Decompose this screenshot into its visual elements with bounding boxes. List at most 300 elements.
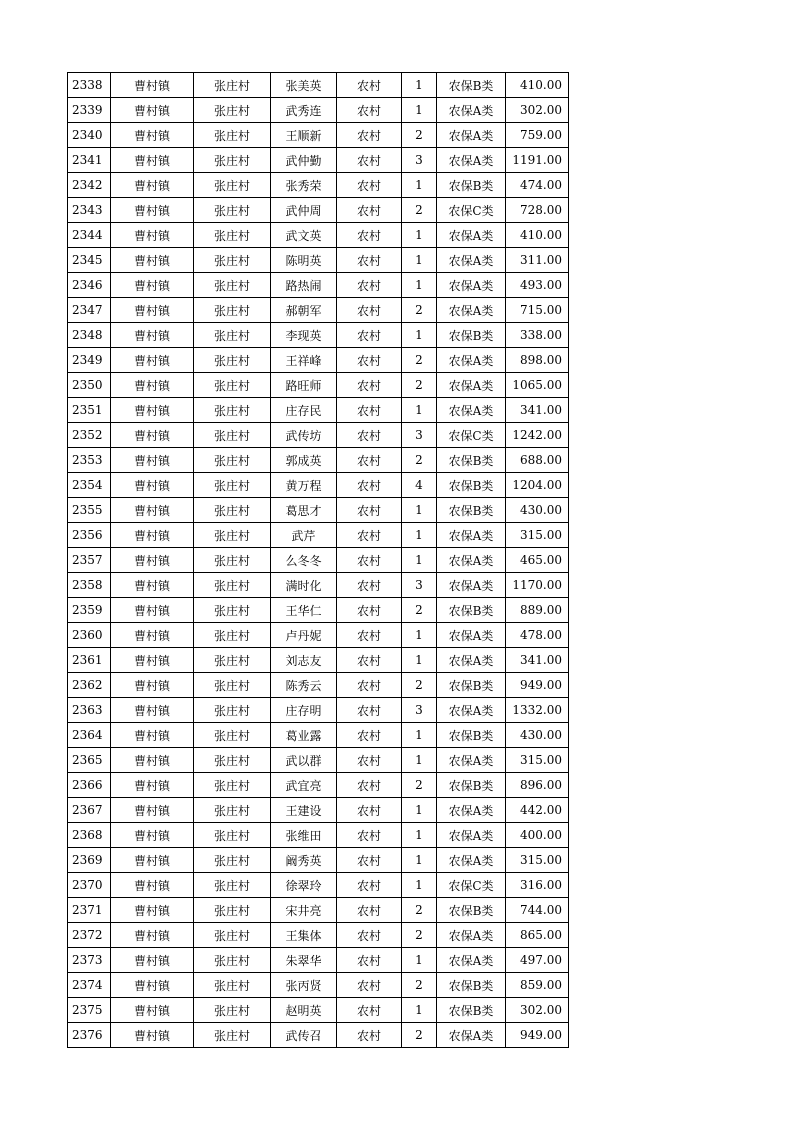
town-cell: 曹村镇	[111, 673, 194, 698]
category-cell: 农保B类	[437, 498, 506, 523]
count-cell: 2	[402, 973, 437, 998]
village-cell: 张庄村	[194, 98, 271, 123]
town-cell: 曹村镇	[111, 623, 194, 648]
amount-cell: 949.00	[506, 673, 569, 698]
amount-cell: 728.00	[506, 198, 569, 223]
name-cell: 张美英	[271, 73, 337, 98]
row-number-cell: 2373	[68, 948, 111, 973]
row-number-cell: 2375	[68, 998, 111, 1023]
name-cell: 阚秀英	[271, 848, 337, 873]
row-number-cell: 2366	[68, 773, 111, 798]
count-cell: 1	[402, 248, 437, 273]
row-number-cell: 2345	[68, 248, 111, 273]
row-number-cell: 2361	[68, 648, 111, 673]
town-cell: 曹村镇	[111, 348, 194, 373]
category-cell: 农保A类	[437, 373, 506, 398]
amount-cell: 316.00	[506, 873, 569, 898]
name-cell: 陈明英	[271, 248, 337, 273]
town-cell: 曹村镇	[111, 473, 194, 498]
amount-cell: 430.00	[506, 498, 569, 523]
amount-cell: 430.00	[506, 723, 569, 748]
count-cell: 1	[402, 223, 437, 248]
count-cell: 2	[402, 598, 437, 623]
amount-cell: 315.00	[506, 748, 569, 773]
category-cell: 农保B类	[437, 723, 506, 748]
count-cell: 2	[402, 373, 437, 398]
count-cell: 2	[402, 673, 437, 698]
count-cell: 1	[402, 623, 437, 648]
town-cell: 曹村镇	[111, 73, 194, 98]
category-cell: 农保A类	[437, 748, 506, 773]
category-cell: 农保A类	[437, 348, 506, 373]
village-cell: 张庄村	[194, 673, 271, 698]
town-cell: 曹村镇	[111, 298, 194, 323]
village-cell: 张庄村	[194, 523, 271, 548]
table-row	[68, 423, 569, 448]
name-cell: 王华仁	[271, 598, 337, 623]
village-cell: 张庄村	[194, 148, 271, 173]
category-cell: 农保A类	[437, 273, 506, 298]
name-cell: 葛思才	[271, 498, 337, 523]
village-cell: 张庄村	[194, 848, 271, 873]
row-number-cell: 2350	[68, 373, 111, 398]
town-cell: 曹村镇	[111, 123, 194, 148]
name-cell: 武仲勤	[271, 148, 337, 173]
name-cell: 满时化	[271, 573, 337, 598]
name-cell: 郭成英	[271, 448, 337, 473]
village-cell: 张庄村	[194, 473, 271, 498]
category-cell: 农保B类	[437, 473, 506, 498]
count-cell: 1	[402, 723, 437, 748]
table-row	[68, 973, 569, 998]
amount-cell: 1204.00	[506, 473, 569, 498]
amount-cell: 311.00	[506, 248, 569, 273]
amount-cell: 497.00	[506, 948, 569, 973]
town-cell: 曹村镇	[111, 723, 194, 748]
amount-cell: 715.00	[506, 298, 569, 323]
type-cell: 农村	[337, 148, 402, 173]
village-cell: 张庄村	[194, 948, 271, 973]
amount-cell: 315.00	[506, 848, 569, 873]
type-cell: 农村	[337, 448, 402, 473]
name-cell: 朱翠华	[271, 948, 337, 973]
town-cell: 曹村镇	[111, 798, 194, 823]
table-row	[68, 548, 569, 573]
count-cell: 2	[402, 198, 437, 223]
count-cell: 1	[402, 848, 437, 873]
row-number-cell: 2368	[68, 823, 111, 848]
table-row	[68, 273, 569, 298]
row-number-cell: 2374	[68, 973, 111, 998]
row-number-cell: 2338	[68, 73, 111, 98]
category-cell: 农保B类	[437, 998, 506, 1023]
type-cell: 农村	[337, 698, 402, 723]
category-cell: 农保C类	[437, 198, 506, 223]
type-cell: 农村	[337, 748, 402, 773]
name-cell: 武芹	[271, 523, 337, 548]
name-cell: 徐翠玲	[271, 873, 337, 898]
row-number-cell: 2360	[68, 623, 111, 648]
type-cell: 农村	[337, 473, 402, 498]
category-cell: 农保A类	[437, 698, 506, 723]
town-cell: 曹村镇	[111, 498, 194, 523]
town-cell: 曹村镇	[111, 848, 194, 873]
type-cell: 农村	[337, 848, 402, 873]
row-number-cell: 2356	[68, 523, 111, 548]
table-row	[68, 698, 569, 723]
type-cell: 农村	[337, 923, 402, 948]
category-cell: 农保A类	[437, 798, 506, 823]
village-cell: 张庄村	[194, 548, 271, 573]
table-row	[68, 998, 569, 1023]
village-cell: 张庄村	[194, 248, 271, 273]
name-cell: 武秀连	[271, 98, 337, 123]
name-cell: 宋井亮	[271, 898, 337, 923]
table-row	[68, 323, 569, 348]
town-cell: 曹村镇	[111, 398, 194, 423]
amount-cell: 410.00	[506, 73, 569, 98]
village-cell: 张庄村	[194, 898, 271, 923]
type-cell: 农村	[337, 648, 402, 673]
row-number-cell: 2351	[68, 398, 111, 423]
table-row	[68, 748, 569, 773]
table-row	[68, 648, 569, 673]
table-row	[68, 173, 569, 198]
name-cell: 武宜亮	[271, 773, 337, 798]
table-row	[68, 773, 569, 798]
name-cell: 武传召	[271, 1023, 337, 1048]
type-cell: 农村	[337, 323, 402, 348]
name-cell: 陈秀云	[271, 673, 337, 698]
type-cell: 农村	[337, 298, 402, 323]
row-number-cell: 2371	[68, 898, 111, 923]
category-cell: 农保C类	[437, 873, 506, 898]
town-cell: 曹村镇	[111, 323, 194, 348]
table-row	[68, 948, 569, 973]
name-cell: 武以群	[271, 748, 337, 773]
row-number-cell: 2347	[68, 298, 111, 323]
count-cell: 2	[402, 298, 437, 323]
village-cell: 张庄村	[194, 348, 271, 373]
count-cell: 2	[402, 773, 437, 798]
village-cell: 张庄村	[194, 498, 271, 523]
type-cell: 农村	[337, 898, 402, 923]
table-row	[68, 473, 569, 498]
row-number-cell: 2370	[68, 873, 111, 898]
town-cell: 曹村镇	[111, 1023, 194, 1048]
type-cell: 农村	[337, 398, 402, 423]
type-cell: 农村	[337, 998, 402, 1023]
amount-cell: 896.00	[506, 773, 569, 798]
row-number-cell: 2354	[68, 473, 111, 498]
table-row	[68, 898, 569, 923]
town-cell: 曹村镇	[111, 898, 194, 923]
village-cell: 张庄村	[194, 623, 271, 648]
town-cell: 曹村镇	[111, 648, 194, 673]
name-cell: 张维田	[271, 823, 337, 848]
table-row	[68, 148, 569, 173]
type-cell: 农村	[337, 123, 402, 148]
table-row	[68, 598, 569, 623]
town-cell: 曹村镇	[111, 248, 194, 273]
category-cell: 农保A类	[437, 848, 506, 873]
count-cell: 1	[402, 873, 437, 898]
row-number-cell: 2340	[68, 123, 111, 148]
village-cell: 张庄村	[194, 273, 271, 298]
row-number-cell: 2365	[68, 748, 111, 773]
type-cell: 农村	[337, 273, 402, 298]
count-cell: 2	[402, 1023, 437, 1048]
village-cell: 张庄村	[194, 198, 271, 223]
village-cell: 张庄村	[194, 73, 271, 98]
town-cell: 曹村镇	[111, 273, 194, 298]
row-number-cell: 2341	[68, 148, 111, 173]
row-number-cell: 2342	[68, 173, 111, 198]
town-cell: 曹村镇	[111, 198, 194, 223]
count-cell: 3	[402, 148, 437, 173]
name-cell: 王建设	[271, 798, 337, 823]
name-cell: 庄存民	[271, 398, 337, 423]
village-cell: 张庄村	[194, 773, 271, 798]
count-cell: 1	[402, 998, 437, 1023]
amount-cell: 859.00	[506, 973, 569, 998]
type-cell: 农村	[337, 173, 402, 198]
town-cell: 曹村镇	[111, 598, 194, 623]
category-cell: 农保A类	[437, 1023, 506, 1048]
row-number-cell: 2344	[68, 223, 111, 248]
count-cell: 1	[402, 498, 437, 523]
category-cell: 农保A类	[437, 548, 506, 573]
town-cell: 曹村镇	[111, 173, 194, 198]
village-cell: 张庄村	[194, 873, 271, 898]
category-cell: 农保A类	[437, 98, 506, 123]
count-cell: 4	[402, 473, 437, 498]
village-cell: 张庄村	[194, 698, 271, 723]
name-cell: 郝朝军	[271, 298, 337, 323]
table-row	[68, 223, 569, 248]
name-cell: 刘志友	[271, 648, 337, 673]
type-cell: 农村	[337, 623, 402, 648]
category-cell: 农保A类	[437, 948, 506, 973]
category-cell: 农保A类	[437, 398, 506, 423]
town-cell: 曹村镇	[111, 773, 194, 798]
count-cell: 3	[402, 573, 437, 598]
row-number-cell: 2353	[68, 448, 111, 473]
count-cell: 1	[402, 648, 437, 673]
town-cell: 曹村镇	[111, 998, 194, 1023]
name-cell: 庄存明	[271, 698, 337, 723]
row-number-cell: 2362	[68, 673, 111, 698]
category-cell: 农保B类	[437, 773, 506, 798]
type-cell: 农村	[337, 598, 402, 623]
amount-cell: 1065.00	[506, 373, 569, 398]
table-row	[68, 98, 569, 123]
town-cell: 曹村镇	[111, 698, 194, 723]
category-cell: 农保A类	[437, 223, 506, 248]
count-cell: 3	[402, 698, 437, 723]
village-cell: 张庄村	[194, 398, 271, 423]
name-cell: 么冬冬	[271, 548, 337, 573]
category-cell: 农保A类	[437, 648, 506, 673]
amount-cell: 493.00	[506, 273, 569, 298]
name-cell: 黄万程	[271, 473, 337, 498]
count-cell: 2	[402, 898, 437, 923]
amount-cell: 1332.00	[506, 698, 569, 723]
amount-cell: 474.00	[506, 173, 569, 198]
category-cell: 农保B类	[437, 323, 506, 348]
category-cell: 农保A类	[437, 248, 506, 273]
row-number-cell: 2343	[68, 198, 111, 223]
row-number-cell: 2357	[68, 548, 111, 573]
name-cell: 王集体	[271, 923, 337, 948]
row-number-cell: 2359	[68, 598, 111, 623]
type-cell: 农村	[337, 523, 402, 548]
amount-cell: 865.00	[506, 923, 569, 948]
row-number-cell: 2372	[68, 923, 111, 948]
category-cell: 农保B类	[437, 448, 506, 473]
town-cell: 曹村镇	[111, 973, 194, 998]
category-cell: 农保B类	[437, 73, 506, 98]
count-cell: 2	[402, 448, 437, 473]
row-number-cell: 2348	[68, 323, 111, 348]
village-cell: 张庄村	[194, 1023, 271, 1048]
village-cell: 张庄村	[194, 923, 271, 948]
town-cell: 曹村镇	[111, 148, 194, 173]
name-cell: 张秀荣	[271, 173, 337, 198]
name-cell: 卢丹妮	[271, 623, 337, 648]
count-cell: 1	[402, 398, 437, 423]
town-cell: 曹村镇	[111, 748, 194, 773]
table-row	[68, 923, 569, 948]
count-cell: 1	[402, 273, 437, 298]
village-cell: 张庄村	[194, 748, 271, 773]
count-cell: 1	[402, 523, 437, 548]
village-cell: 张庄村	[194, 573, 271, 598]
category-cell: 农保A类	[437, 923, 506, 948]
count-cell: 1	[402, 748, 437, 773]
type-cell: 农村	[337, 348, 402, 373]
name-cell: 葛业露	[271, 723, 337, 748]
category-cell: 农保B类	[437, 598, 506, 623]
row-number-cell: 2376	[68, 1023, 111, 1048]
type-cell: 农村	[337, 373, 402, 398]
village-cell: 张庄村	[194, 323, 271, 348]
category-cell: 农保B类	[437, 673, 506, 698]
type-cell: 农村	[337, 73, 402, 98]
type-cell: 农村	[337, 973, 402, 998]
amount-cell: 338.00	[506, 323, 569, 348]
category-cell: 农保B类	[437, 898, 506, 923]
amount-cell: 688.00	[506, 448, 569, 473]
table-row	[68, 373, 569, 398]
category-cell: 农保A类	[437, 823, 506, 848]
count-cell: 2	[402, 123, 437, 148]
row-number-cell: 2358	[68, 573, 111, 598]
table-row	[68, 248, 569, 273]
type-cell: 农村	[337, 198, 402, 223]
type-cell: 农村	[337, 873, 402, 898]
count-cell: 1	[402, 173, 437, 198]
amount-cell: 341.00	[506, 398, 569, 423]
village-cell: 张庄村	[194, 448, 271, 473]
name-cell: 武传坊	[271, 423, 337, 448]
type-cell: 农村	[337, 248, 402, 273]
name-cell: 路热闹	[271, 273, 337, 298]
category-cell: 农保A类	[437, 123, 506, 148]
type-cell: 农村	[337, 498, 402, 523]
village-cell: 张庄村	[194, 823, 271, 848]
village-cell: 张庄村	[194, 598, 271, 623]
count-cell: 1	[402, 98, 437, 123]
row-number-cell: 2367	[68, 798, 111, 823]
amount-cell: 1191.00	[506, 148, 569, 173]
village-cell: 张庄村	[194, 723, 271, 748]
amount-cell: 1242.00	[506, 423, 569, 448]
town-cell: 曹村镇	[111, 223, 194, 248]
amount-cell: 400.00	[506, 823, 569, 848]
count-cell: 2	[402, 348, 437, 373]
town-cell: 曹村镇	[111, 98, 194, 123]
village-cell: 张庄村	[194, 223, 271, 248]
type-cell: 农村	[337, 773, 402, 798]
type-cell: 农村	[337, 548, 402, 573]
town-cell: 曹村镇	[111, 548, 194, 573]
name-cell: 王祥峰	[271, 348, 337, 373]
village-cell: 张庄村	[194, 798, 271, 823]
amount-cell: 898.00	[506, 348, 569, 373]
count-cell: 1	[402, 323, 437, 348]
type-cell: 农村	[337, 673, 402, 698]
category-cell: 农保A类	[437, 298, 506, 323]
table-row	[68, 498, 569, 523]
table-row	[68, 673, 569, 698]
data-table	[67, 72, 569, 1048]
category-cell: 农保A类	[437, 623, 506, 648]
type-cell: 农村	[337, 98, 402, 123]
table-row	[68, 123, 569, 148]
type-cell: 农村	[337, 823, 402, 848]
category-cell: 农保B类	[437, 173, 506, 198]
name-cell: 张丙贤	[271, 973, 337, 998]
row-number-cell: 2364	[68, 723, 111, 748]
type-cell: 农村	[337, 798, 402, 823]
table-row	[68, 523, 569, 548]
town-cell: 曹村镇	[111, 948, 194, 973]
type-cell: 农村	[337, 723, 402, 748]
count-cell: 1	[402, 73, 437, 98]
row-number-cell: 2369	[68, 848, 111, 873]
town-cell: 曹村镇	[111, 873, 194, 898]
village-cell: 张庄村	[194, 298, 271, 323]
town-cell: 曹村镇	[111, 448, 194, 473]
table-body	[68, 73, 569, 1048]
name-cell: 路旺师	[271, 373, 337, 398]
village-cell: 张庄村	[194, 973, 271, 998]
amount-cell: 759.00	[506, 123, 569, 148]
row-number-cell: 2339	[68, 98, 111, 123]
table-row	[68, 573, 569, 598]
type-cell: 农村	[337, 423, 402, 448]
village-cell: 张庄村	[194, 648, 271, 673]
table-row	[68, 298, 569, 323]
table-row	[68, 823, 569, 848]
amount-cell: 744.00	[506, 898, 569, 923]
count-cell: 1	[402, 798, 437, 823]
amount-cell: 465.00	[506, 548, 569, 573]
town-cell: 曹村镇	[111, 823, 194, 848]
town-cell: 曹村镇	[111, 573, 194, 598]
row-number-cell: 2355	[68, 498, 111, 523]
